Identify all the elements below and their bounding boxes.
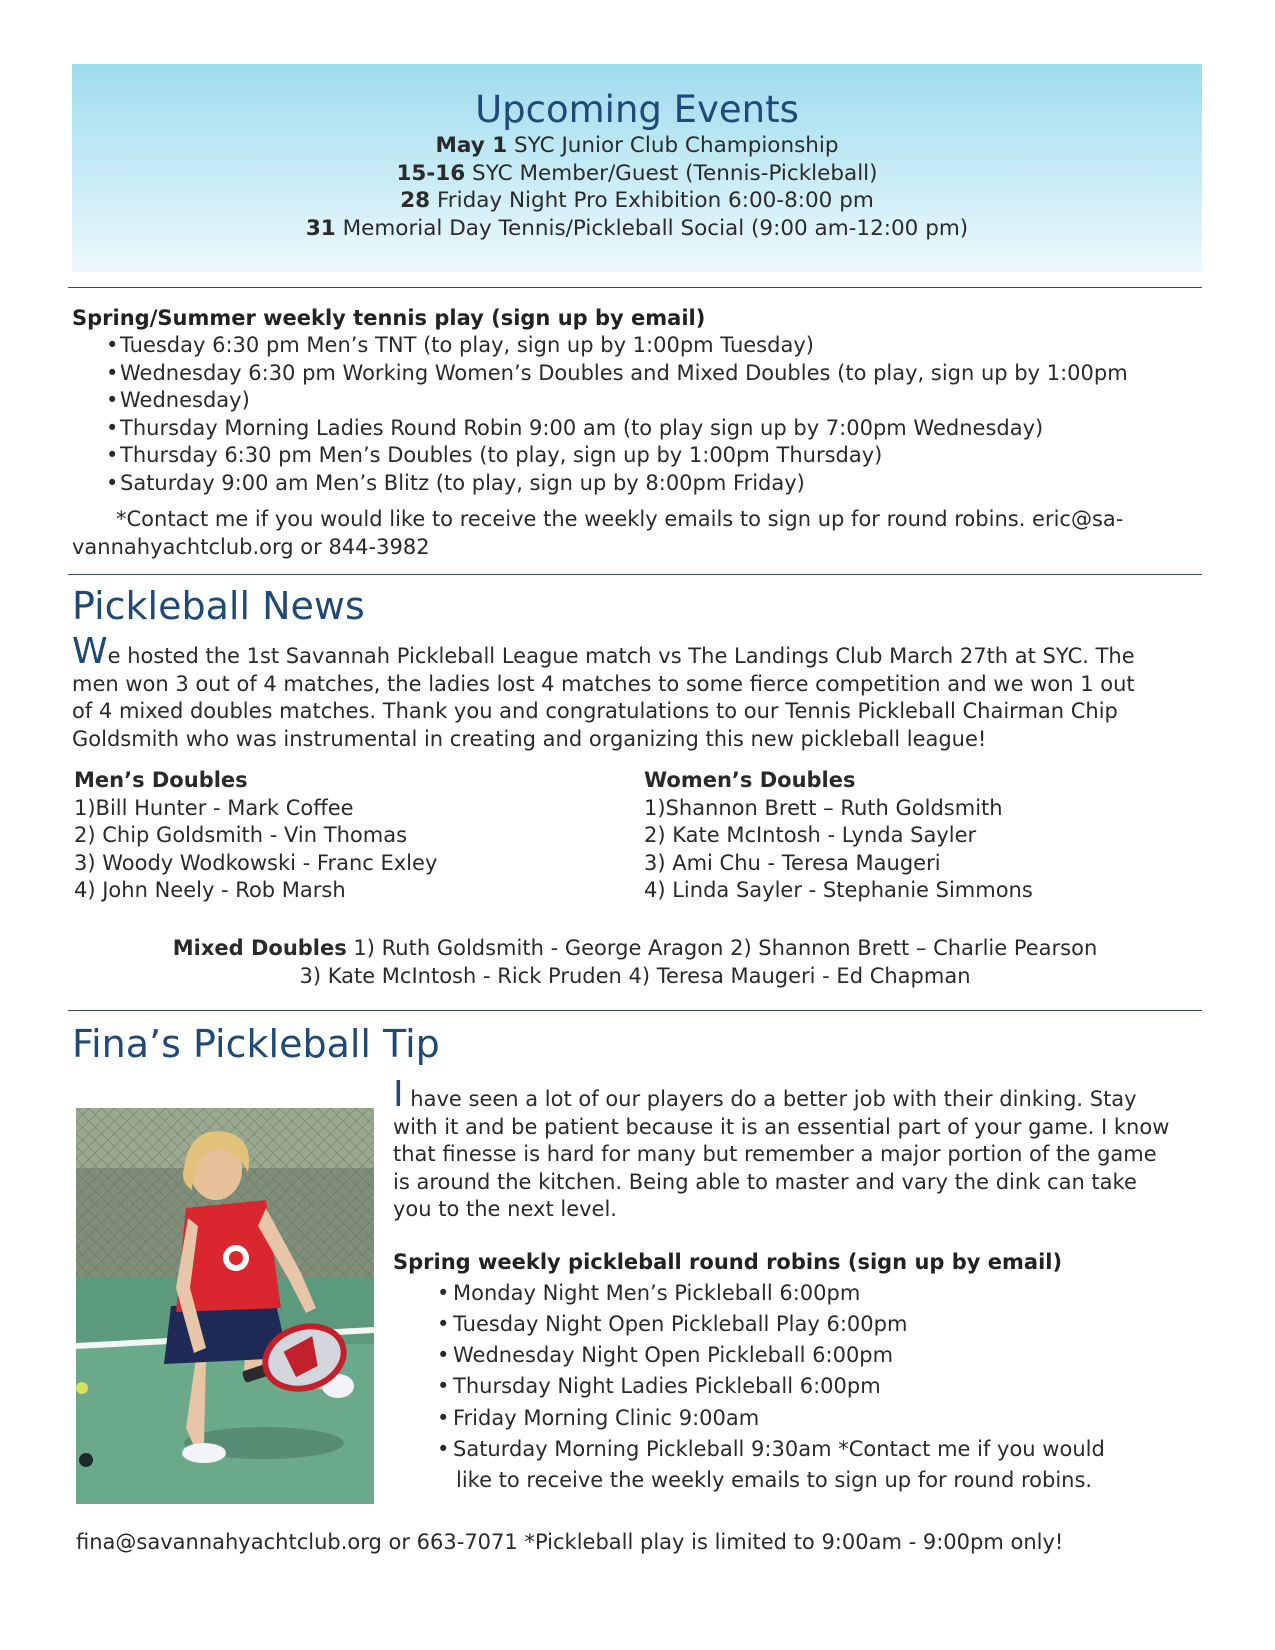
- round-robin-heading: Spring weekly pickleball round robins (sign up by email): [393, 1249, 1063, 1274]
- event-text: Friday Night Pro Exhibition 6:00-8:00 pm: [430, 188, 874, 213]
- round-robin-continuation: like to receive the weekly emails to sign up for round robins.: [456, 1468, 1093, 1493]
- section-title: Pickleball News: [72, 584, 365, 628]
- list-item: • Wednesday Night Open Pickleball 6:00pm: [393, 1340, 1223, 1371]
- event-date: 31: [305, 215, 336, 241]
- list-item: • Monday Night Men’s Pickleball 6:00pm: [393, 1278, 1223, 1309]
- paragraph-line: of 4 mixed doubles matches. Thank you and congratulations to our Tennis Pickleball Chairman Chip: [72, 699, 1118, 723]
- tip-content: [393, 1074, 1223, 1496]
- events-title: Upcoming Events: [475, 88, 799, 131]
- pickleball-tip-title-block: [72, 1022, 440, 1066]
- event-date: May 1: [435, 133, 508, 158]
- event-date: 28: [400, 188, 431, 213]
- tennis-list: [72, 332, 1128, 497]
- tip-paragraph: [393, 1074, 1223, 1224]
- list-item: • Saturday 9:00 am Men’s Blitz (to play, sign up by 8:00pm Friday): [72, 470, 1128, 498]
- drop-cap: W: [72, 631, 108, 672]
- paragraph-line: men won 3 out of 4 matches, the ladies lost 4 matches to some fierce competition and we won 1 out: [72, 671, 1135, 696]
- event-item: [72, 132, 1202, 160]
- event-date: 15-16: [396, 160, 466, 186]
- list-item: • Thursday 6:30 pm Men’s Doubles (to play, sign up by 1:00pm Thursday): [72, 442, 1128, 470]
- result-line: 4) John Neely - Rob Marsh: [74, 878, 346, 902]
- event-item: [72, 187, 1202, 215]
- mens-doubles-title: Men’s Doubles: [74, 768, 248, 792]
- event-text: SYC Junior Club Championship: [507, 133, 839, 158]
- tennis-contact-line: vannahyachtclub.org or 844-3982: [72, 534, 430, 559]
- result-line: 3) Ami Chu - Teresa Maugeri: [644, 850, 941, 875]
- list-item: • Thursday Morning Ladies Round Robin 9:00 am (to play sign up by 7:00pm Wednesday): [72, 415, 1128, 443]
- list-item: • Wednesday): [72, 387, 1128, 415]
- event-item: [72, 160, 1202, 188]
- result-line: 3) Woody Wodkowski - Franc Exley: [74, 850, 438, 875]
- paragraph-line: e hosted the 1st Savannah Pickleball League match vs The Landings Club March 27th at SYC. The: [107, 644, 1135, 668]
- list-item: • Thursday Night Ladies Pickleball 6:00pm: [393, 1371, 1223, 1402]
- mixed-doubles-label: Mixed Doubles: [172, 936, 347, 960]
- mixed-line: 3) Kate McIntosh - Rick Pruden 4) Teresa Maugeri - Ed Chapman: [299, 963, 971, 988]
- list-item: • Wednesday 6:30 pm Working Women’s Doubles and Mixed Doubles (to play, sign up by 1:00pm: [72, 360, 1128, 388]
- tennis-heading: Spring/Summer weekly tennis play (sign up by email): [72, 306, 706, 330]
- result-line: 2) Chip Goldsmith - Vin Thomas: [74, 823, 408, 847]
- mens-doubles-results: [74, 767, 437, 905]
- event-item: [72, 215, 1202, 243]
- result-line: 4) Linda Sayler - Stephanie Simmons: [644, 878, 1033, 902]
- mixed-doubles-results: [68, 935, 1202, 990]
- result-line: 1)Bill Hunter - Mark Coffee: [74, 795, 354, 820]
- paragraph-line: Goldsmith who was instrumental in creating and organizing this new pickleball league!: [72, 726, 987, 751]
- result-line: 1)Shannon Brett – Ruth Goldsmith: [644, 795, 1003, 820]
- pickleball-player-image: [76, 1108, 374, 1504]
- paragraph-line: have seen a lot of our players do a better job with their dinking. Stay: [403, 1087, 1137, 1111]
- mixed-line: [68, 935, 1202, 963]
- drop-cap: I: [393, 1074, 404, 1115]
- pickleball-news: [72, 584, 1207, 753]
- paragraph-line: is around the kitchen. Being able to master and vary the dink can take: [393, 1169, 1137, 1194]
- paragraph-line: you to the next level.: [393, 1197, 617, 1221]
- upcoming-events-banner: [72, 64, 1202, 272]
- tennis-schedule: [72, 304, 1128, 561]
- news-paragraph: [72, 631, 1207, 753]
- divider: [68, 287, 1202, 288]
- result-line: 2) Kate McIntosh - Lynda Sayler: [644, 823, 977, 847]
- round-robin-list: [393, 1278, 1223, 1466]
- womens-doubles-title: Women’s Doubles: [644, 768, 856, 792]
- paragraph-line: with it and be patient because it is an essential part of your game. I know: [393, 1114, 1170, 1139]
- divider: [68, 1010, 1202, 1011]
- mixed-text: 1) Ruth Goldsmith - George Aragon 2) Shannon Brett – Charlie Pearson: [346, 936, 1098, 960]
- list-item: • Tuesday 6:30 pm Men’s TNT (to play, sign up by 1:00pm Tuesday): [72, 332, 1128, 360]
- section-title: Fina’s Pickleball Tip: [72, 1022, 440, 1066]
- player-photo: [76, 1108, 374, 1504]
- tennis-contact-line: *Contact me if you would like to receive the weekly emails to sign up for round robins. eric@sa-: [116, 507, 1124, 531]
- event-text: SYC Member/Guest (Tennis-Pickleball): [465, 160, 878, 186]
- divider: [68, 574, 1202, 575]
- list-item: • Saturday Morning Pickleball 9:30am *Contact me if you would: [393, 1434, 1223, 1465]
- womens-doubles-results: [644, 767, 1033, 905]
- event-text: Memorial Day Tennis/Pickleball Social (9:00 am-12:00 pm): [335, 215, 969, 241]
- list-item: • Friday Morning Clinic 9:00am: [393, 1403, 1223, 1434]
- paragraph-line: that finesse is hard for many but remember a major portion of the game: [393, 1142, 1157, 1166]
- list-item: • Tuesday Night Open Pickleball Play 6:00pm: [393, 1309, 1223, 1340]
- contact-footer: fina@savannahyachtclub.org or 663-7071 *Pickleball play is limited to 9:00am - 9:00pm only!: [76, 1530, 1064, 1554]
